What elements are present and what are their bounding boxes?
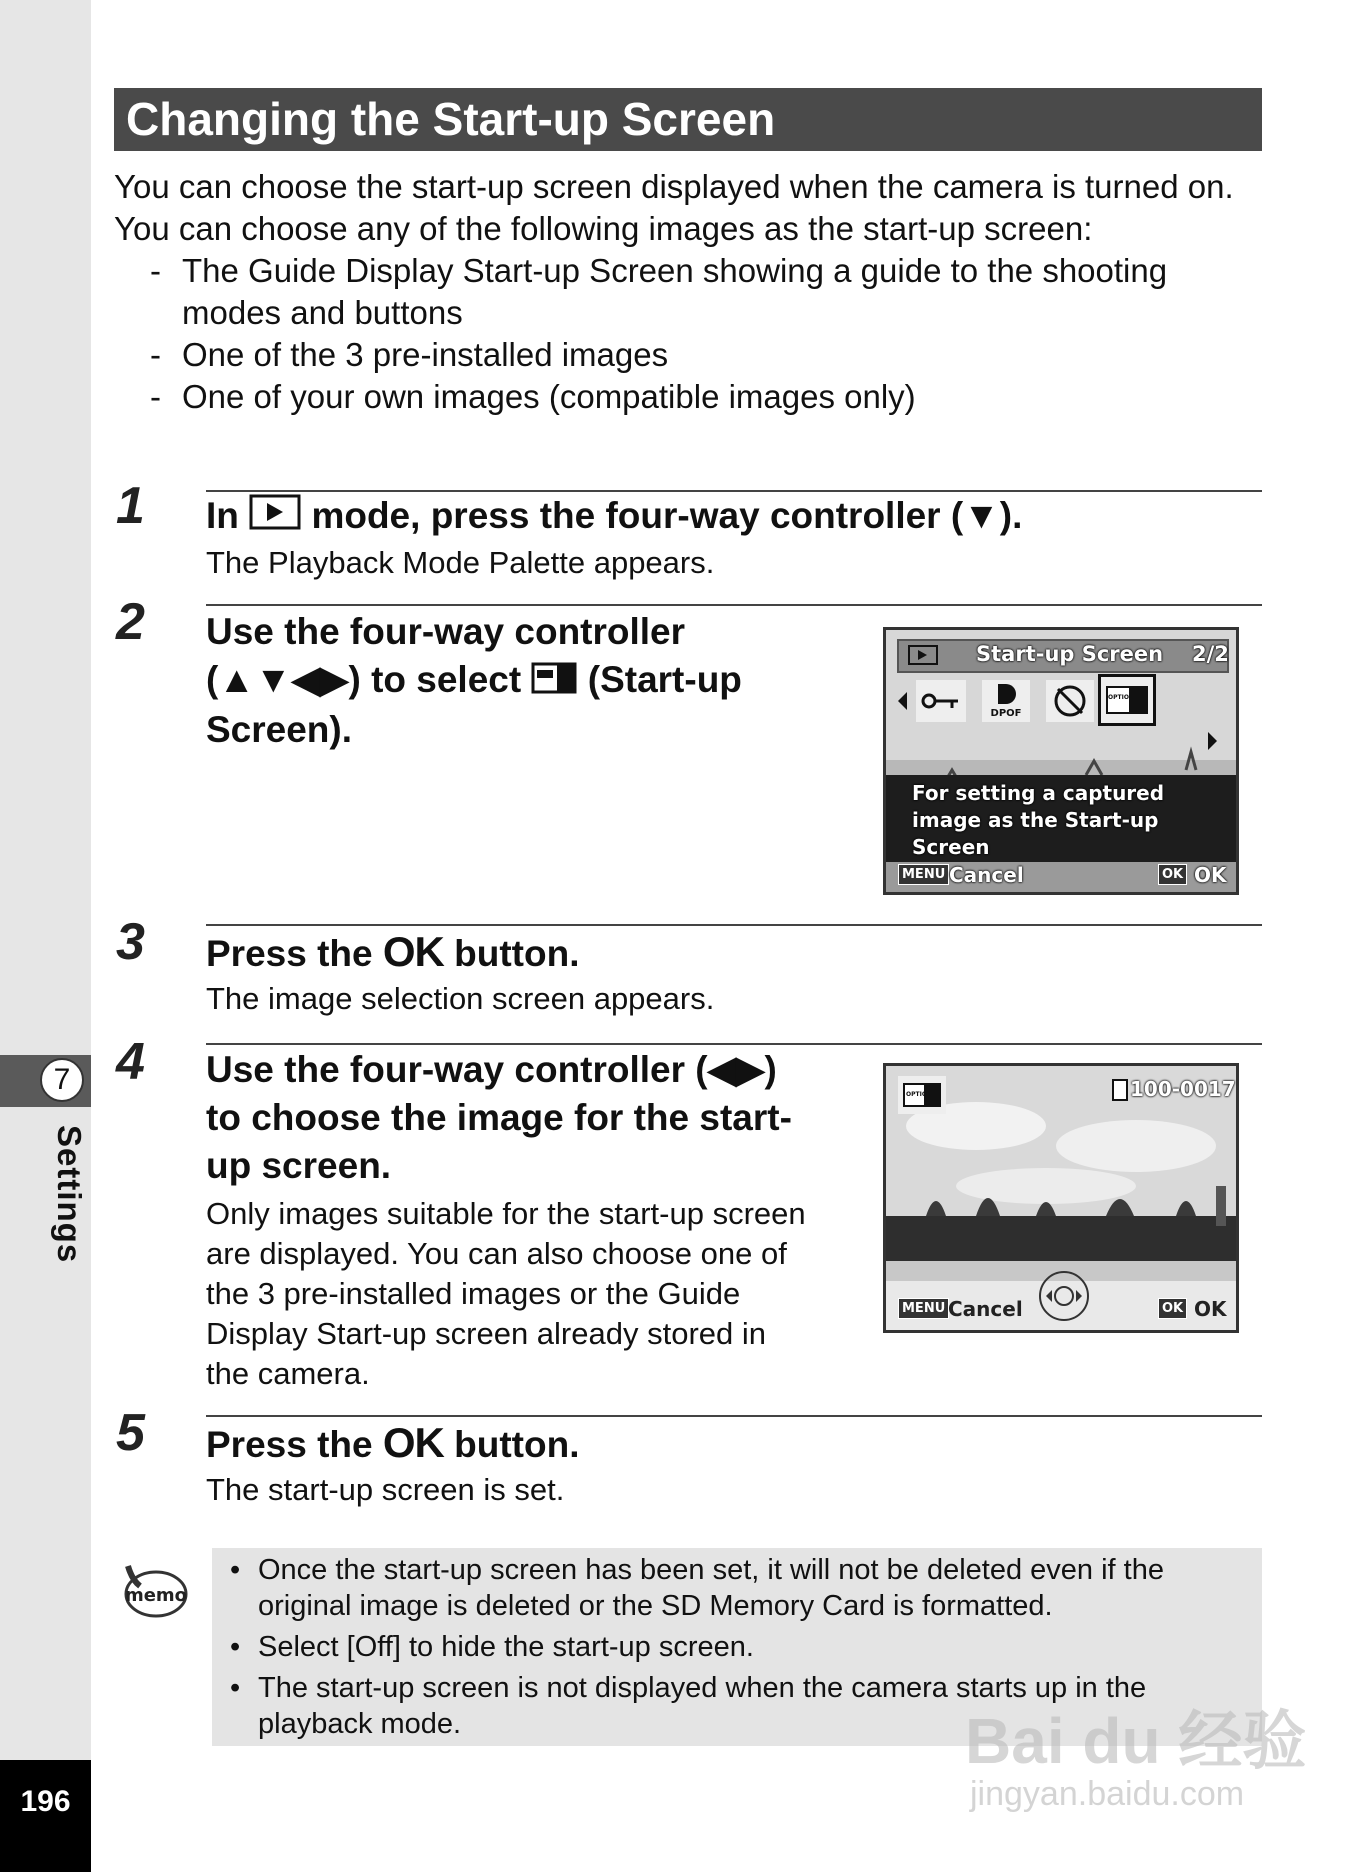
playback-icon xyxy=(249,494,301,542)
startup-screen-icon xyxy=(531,658,577,706)
step-body: The image selection screen appears. xyxy=(206,981,715,1016)
step-divider xyxy=(206,604,1262,606)
ok-button-glyph: OK xyxy=(382,1419,444,1466)
ok-button-glyph: OK xyxy=(382,928,444,975)
ok-label: OK xyxy=(1194,1297,1227,1321)
step-heading: Use the four-way controller (▲▼◀▶) to select (Start-up Screen). xyxy=(206,611,742,751)
screen-title: Start-up Screen xyxy=(976,642,1164,666)
memo-icon xyxy=(118,1556,190,1627)
page-title: Changing the Start-up Screen xyxy=(114,88,1262,151)
screen-page: 2/2 xyxy=(1192,642,1229,666)
file-icon xyxy=(1112,1079,1128,1106)
sidebar xyxy=(0,0,91,1872)
svg-text:memo: memo xyxy=(124,1585,188,1606)
arrow-left-icon xyxy=(898,692,908,715)
ok-label: OK xyxy=(1194,863,1227,887)
intro-line-2: You can choose any of the following images as the start-up screen: xyxy=(114,210,1093,247)
menu-key-icon: MENU xyxy=(898,864,949,885)
ok-key-icon: OK xyxy=(1158,1298,1187,1319)
recovery-icon xyxy=(1046,680,1094,727)
step-heading: Press the OK button. xyxy=(206,928,580,975)
protect-key-icon xyxy=(916,680,966,727)
step-divider xyxy=(206,1043,1262,1045)
watermark-logo: Bai du 经验 xyxy=(965,1705,1307,1777)
watermark-url: jingyan.baidu.com xyxy=(970,1775,1245,1813)
startup-screen-icon: OPTIO xyxy=(1098,674,1156,726)
dpof-icon: DPOF xyxy=(982,680,1030,722)
step-heading: In mode, press the four-way controller (▼). xyxy=(206,492,1022,542)
step-number: 5 xyxy=(116,1404,145,1462)
list-item: - One of the 3 pre-installed images xyxy=(150,336,669,373)
step-number: 3 xyxy=(116,913,145,971)
intro-line-1: You can choose the start-up screen displayed when the camera is turned on. xyxy=(114,168,1234,205)
arrow-right-icon xyxy=(1208,732,1218,755)
step-heading: Use the four-way controller (◀▶) to choose the image for the start- up screen. xyxy=(206,1049,792,1186)
chapter-label: Settings xyxy=(51,1125,88,1264)
playback-icon xyxy=(908,645,938,670)
step-heading: Press the OK button. xyxy=(206,1419,580,1466)
step-divider xyxy=(206,924,1262,926)
step-number: 2 xyxy=(116,593,145,651)
cancel-label: Cancel xyxy=(948,1297,1023,1321)
step-number: 4 xyxy=(116,1033,145,1091)
screen-description: For setting a captured image as the Start-up Screen xyxy=(912,781,1165,859)
chapter-number: 7 xyxy=(40,1058,84,1102)
list-item: • Once the start-up screen has been set, it will not be deleted even if the original image is deleted or the SD Memory Card is formatted. xyxy=(230,1554,1164,1622)
ok-key-icon: OK xyxy=(1158,864,1187,885)
camera-screen-palette xyxy=(883,627,1239,895)
intro xyxy=(114,166,1274,418)
page-number: 196 xyxy=(20,1785,71,1818)
step-body: The Playback Mode Palette appears. xyxy=(206,545,715,580)
step-body: Only images suitable for the start-up screen are displayed. You can also choose one of the 3 pre-installed images or the Guide Display Start-up screen already stored in the camera. xyxy=(206,1196,806,1391)
intro-list xyxy=(114,250,1274,418)
file-number: 100-0017 xyxy=(1130,1077,1236,1101)
cancel-label: Cancel xyxy=(949,863,1024,887)
list-item: - The Guide Display Start-up Screen showing a guide to the shooting modes and buttons xyxy=(150,252,1168,331)
step-divider xyxy=(206,1415,1262,1417)
step-number: 1 xyxy=(116,477,145,535)
list-item: - One of your own images (compatible images only) xyxy=(150,378,916,415)
menu-key-icon: MENU xyxy=(898,1298,949,1319)
step-body: The start-up screen is set. xyxy=(206,1472,565,1507)
list-item: • The start-up screen is not displayed when the camera starts up in the playback mode. xyxy=(230,1672,1147,1740)
startup-screen-icon: OPTIO xyxy=(898,1076,946,1114)
list-item: • Select [Off] to hide the start-up screen. xyxy=(230,1631,754,1663)
camera-screen-image-select xyxy=(883,1063,1239,1333)
